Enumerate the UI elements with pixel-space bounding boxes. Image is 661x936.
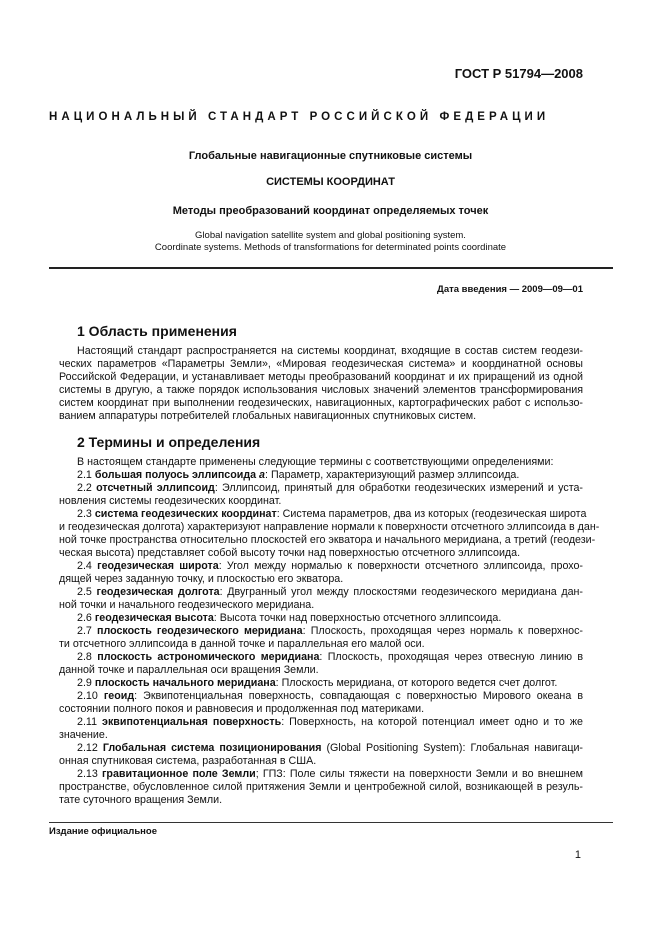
term-2-3-cont: ной точке пространства относительно плоскостей его экватора и начального меридиана, а третий (геодези- (59, 534, 596, 546)
term-2-12-cont: онная спутниковая система, разработанная в США. (59, 755, 317, 767)
term-2-10: 2.10 геоид: Эквипотенциальная поверхность, совпадающая с поверхностью Мирового океана в (77, 690, 583, 702)
term-2-4-cont: дящей через заданную точку, и плоскостью его экватора. (59, 573, 344, 585)
title-english-1: Global navigation satellite system and global positioning system. (195, 230, 466, 241)
term-2-13-cont: пространстве, обусловленное силой притяжения Земли и центробежной силой, возникающей в резуль- (59, 781, 583, 793)
term-2-4: 2.4 геодезическая широта: Угол между нормалью к поверхности отсчетного эллипсоида, прохо- (77, 560, 583, 572)
term-2-12: 2.12 Глобальная система позиционирования (Global Positioning System): Глобальная навигаци- (77, 742, 583, 754)
term-2-2: 2.2 отсчетный эллипсоид: Эллипсоид, принятый для обработки геодезических измерений и уста- (77, 482, 583, 494)
publication-note: Издание официальное (49, 826, 157, 837)
term-2-3-cont: и геодезическая долгота) характеризуют направление нормали к поверхности отсчетного эллипсоида в дан- (59, 521, 600, 533)
term-2-8: 2.8 плоскость астрономического меридиана: Плоскость, проходящая через отвесную линию в (77, 651, 583, 663)
term-2-3: 2.3 система геодезических координат: Система параметров, два из которых (геодезическая широта (77, 508, 587, 520)
title-english-2: Coordinate systems. Methods of transformations for determinated points coordinate (154, 242, 507, 253)
standard-code: ГОСТ Р 51794—2008 (454, 66, 583, 81)
page-number: 1 (574, 849, 581, 861)
term-2-1: 2.1 большая полуось эллипсоида a: Параметр, характеризующий размер эллипсоида. (77, 469, 520, 481)
term-2-7-cont: ти отсчетного эллипсоида в данной точке и параллельная его малой оси. (59, 638, 425, 650)
s1-line: системы в другую, а также порядок использования числовых значений элементов трансформирования (59, 384, 583, 396)
s1-line: ванием аппаратуры потребителей глобальных навигационных спутниковых систем. (59, 410, 477, 422)
term-2-11-cont: значение. (59, 729, 108, 741)
s1-line: систем координат при выполнении геодезических, навигационных, картографических работ с использо- (59, 397, 583, 409)
s2-intro: В настоящем стандарте применены следующие термины с соответствующими определениями: (77, 456, 554, 468)
s1-line: Настоящий стандарт распространяется на системы координат, входящие в состав систем геодези- (77, 345, 583, 357)
title-rule (49, 267, 613, 269)
term-2-13-cont: тате суточного вращения Земли. (59, 794, 223, 806)
national-standard-banner: НАЦИОНАЛЬНЫЙ СТАНДАРТ РОССИЙСКОЙ ФЕДЕРАЦИИ (49, 111, 550, 123)
title-line-1: Глобальные навигационные спутниковые системы (188, 150, 473, 162)
term-2-3-cont: ческая высота) представляет собой высоту точки над поверхностью отсчетного эллипсоида. (59, 547, 521, 559)
term-2-8-cont: данной точке и параллельная оси вращения Земли. (59, 664, 319, 676)
footer-rule (49, 822, 613, 823)
term-2-7: 2.7 плоскость геодезического меридиана: Плоскость, проходящая через нормаль к поверхнос- (77, 625, 583, 637)
term-2-13: 2.13 гравитационное поле Земли; ГПЗ: Поле силы тяжести на поверхности Земли и во внешнем (77, 768, 583, 780)
s1-line: ческих параметров «Параметры Земли», «Мировая геодезическая система» и координатной основы (59, 358, 583, 370)
title-line-3: Методы преобразований координат определяемых точек (172, 205, 489, 217)
s1-line: Российской Федерации, и устанавливает методы преобразований координат и их приращений из одной (59, 371, 583, 383)
term-2-10-cont: состоянии полного покоя и равновесия и продолженная под материками. (59, 703, 425, 715)
term-2-11: 2.11 эквипотенциальная поверхность: Поверхность, на которой потенциал имеет одно и то же (77, 716, 583, 728)
title-line-2: СИСТЕМЫ КООРДИНАТ (266, 176, 395, 188)
term-2-2-cont: новления системы геодезических координат. (59, 495, 282, 507)
term-2-5: 2.5 геодезическая долгота: Двугранный угол между плоскостями геодезического меридиана дан- (77, 586, 583, 598)
section-1-heading: 1 Область применения (77, 323, 237, 339)
term-2-5-cont: ной точки и начального геодезического меридиана. (59, 599, 315, 611)
term-2-9: 2.9 плоскость начального меридиана: Плоскость меридиана, от которого ведется счет долгот. (77, 677, 558, 689)
intro-date: Дата введения — 2009—09—01 (437, 284, 583, 295)
section-2-heading: 2 Термины и определения (77, 434, 261, 450)
term-2-6: 2.6 геодезическая высота: Высота точки над поверхностью отсчетного эллипсоида. (77, 612, 502, 624)
